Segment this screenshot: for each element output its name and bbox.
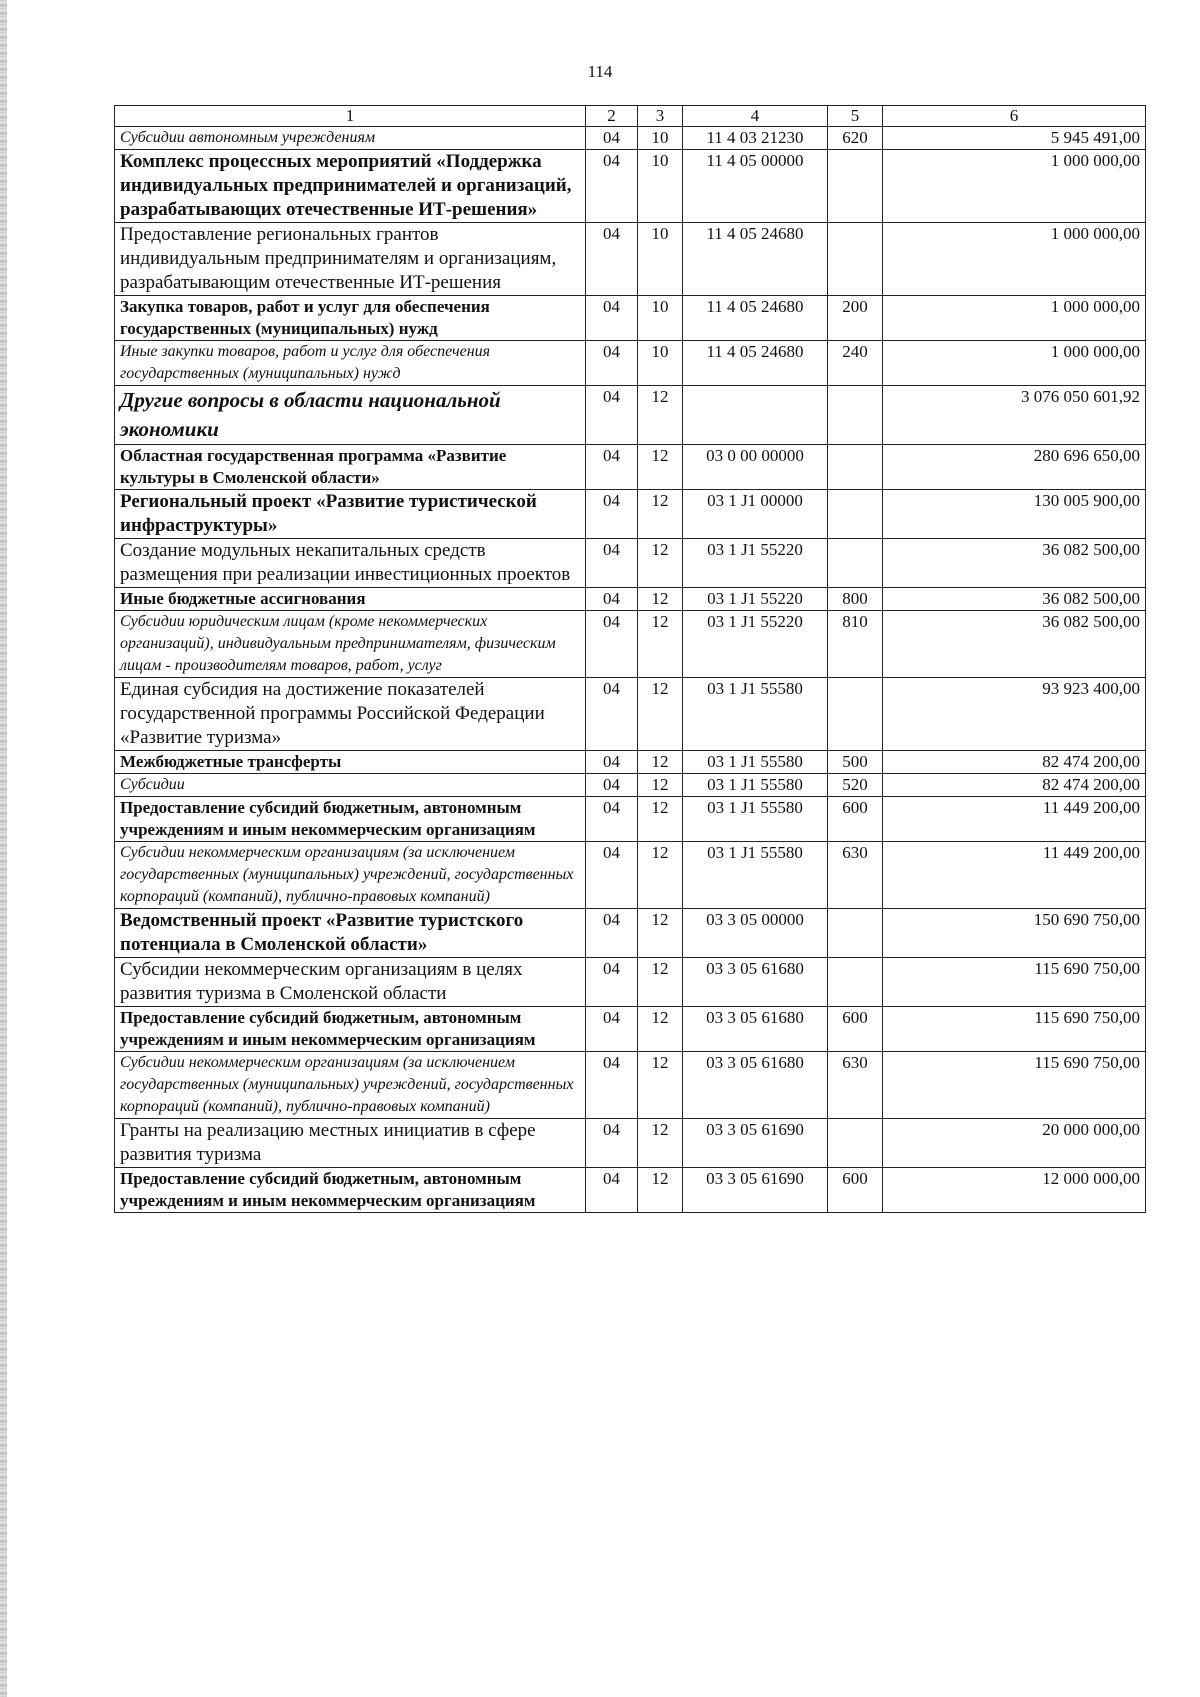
table-row	[115, 539, 1146, 588]
table-row	[115, 842, 1146, 909]
amount-cell: 82 474 200,00	[883, 751, 1146, 774]
target-article-cell: 03 1 J1 55220	[683, 539, 828, 588]
row-name-cell: Субсидии некоммерческим организациям (за исключением государственных (муниципальных) учреждений, государственных корпораций (компаний), публично-правовых компаний)	[115, 842, 586, 909]
row-name-cell: Иные закупки товаров, работ и услуг для обеспечения государственных (муниципальных) нужд	[115, 341, 586, 386]
expense-type-cell	[828, 909, 883, 958]
section-code-cell: 04	[586, 341, 638, 386]
row-name-cell: Создание модульных некапитальных средств размещения при реализации инвестиционных проектов	[115, 539, 586, 588]
header-cell-3: 3	[638, 106, 683, 127]
amount-cell: 115 690 750,00	[883, 1007, 1146, 1052]
amount-cell: 150 690 750,00	[883, 909, 1146, 958]
section-code-cell: 04	[586, 1168, 638, 1213]
table-row	[115, 490, 1146, 539]
table-row	[115, 1119, 1146, 1168]
expense-type-cell	[828, 223, 883, 296]
amount-cell: 20 000 000,00	[883, 1119, 1146, 1168]
amount-cell: 280 696 650,00	[883, 445, 1146, 490]
target-article-cell: 03 1 J1 55580	[683, 751, 828, 774]
subsection-code-cell: 12	[638, 751, 683, 774]
target-article-cell: 03 1 J1 55580	[683, 842, 828, 909]
table-row	[115, 386, 1146, 445]
table-row	[115, 1007, 1146, 1052]
row-name-cell: Ведомственный проект «Развитие туристского потенциала в Смоленской области»	[115, 909, 586, 958]
amount-cell: 3 076 050 601,92	[883, 386, 1146, 445]
expense-type-cell: 810	[828, 611, 883, 678]
section-code-cell: 04	[586, 842, 638, 909]
amount-cell: 93 923 400,00	[883, 678, 1146, 751]
subsection-code-cell: 10	[638, 127, 683, 150]
section-code-cell: 04	[586, 1119, 638, 1168]
amount-cell: 1 000 000,00	[883, 296, 1146, 341]
subsection-code-cell: 12	[638, 588, 683, 611]
table-row	[115, 678, 1146, 751]
section-code-cell: 04	[586, 296, 638, 341]
target-article-cell: 11 4 05 24680	[683, 296, 828, 341]
amount-cell: 1 000 000,00	[883, 341, 1146, 386]
section-code-cell: 04	[586, 797, 638, 842]
table-row	[115, 127, 1146, 150]
section-code-cell: 04	[586, 958, 638, 1007]
target-article-cell: 11 4 05 24680	[683, 341, 828, 386]
section-code-cell: 04	[586, 611, 638, 678]
table-row	[115, 1168, 1146, 1213]
table-row	[115, 1052, 1146, 1119]
row-name-cell: Субсидии юридическим лицам (кроме некоммерческих организаций), индивидуальным предпринимателям, физическим лицам - производителям товаров, работ, услуг	[115, 611, 586, 678]
target-article-cell: 11 4 05 24680	[683, 223, 828, 296]
row-name-cell: Предоставление региональных грантов индивидуальным предпринимателям и организациям, разрабатывающим отечественные ИТ-решения	[115, 223, 586, 296]
subsection-code-cell: 12	[638, 958, 683, 1007]
subsection-code-cell: 12	[638, 1168, 683, 1213]
subsection-code-cell: 10	[638, 296, 683, 341]
row-name-cell: Межбюджетные трансферты	[115, 751, 586, 774]
expense-type-cell	[828, 958, 883, 1007]
expense-type-cell: 630	[828, 1052, 883, 1119]
table-row	[115, 150, 1146, 223]
subsection-code-cell: 10	[638, 341, 683, 386]
target-article-cell: 03 3 05 00000	[683, 909, 828, 958]
table-row	[115, 341, 1146, 386]
section-code-cell: 04	[586, 223, 638, 296]
section-code-cell: 04	[586, 909, 638, 958]
subsection-code-cell: 12	[638, 1052, 683, 1119]
subsection-code-cell: 12	[638, 490, 683, 539]
amount-cell: 36 082 500,00	[883, 588, 1146, 611]
subsection-code-cell: 12	[638, 1007, 683, 1052]
section-code-cell: 04	[586, 588, 638, 611]
header-row	[115, 106, 1146, 127]
section-code-cell: 04	[586, 445, 638, 490]
table-row	[115, 588, 1146, 611]
subsection-code-cell: 12	[638, 539, 683, 588]
target-article-cell: 03 3 05 61680	[683, 1052, 828, 1119]
target-article-cell: 11 4 03 21230	[683, 127, 828, 150]
expense-type-cell	[828, 678, 883, 751]
amount-cell: 115 690 750,00	[883, 958, 1146, 1007]
amount-cell: 36 082 500,00	[883, 539, 1146, 588]
section-code-cell: 04	[586, 1007, 638, 1052]
row-name-cell: Областная государственная программа «Развитие культуры в Смоленской области»	[115, 445, 586, 490]
amount-cell: 1 000 000,00	[883, 150, 1146, 223]
expense-type-cell: 800	[828, 588, 883, 611]
subsection-code-cell: 12	[638, 678, 683, 751]
row-name-cell: Субсидии некоммерческим организациям в целях развития туризма в Смоленской области	[115, 958, 586, 1007]
row-name-cell: Субсидии автономным учреждениям	[115, 127, 586, 150]
expense-type-cell	[828, 490, 883, 539]
section-code-cell: 04	[586, 150, 638, 223]
subsection-code-cell: 12	[638, 445, 683, 490]
section-code-cell: 04	[586, 386, 638, 445]
scan-edge	[0, 0, 7, 1697]
target-article-cell: 03 1 J1 55580	[683, 797, 828, 842]
subsection-code-cell: 12	[638, 797, 683, 842]
table-row	[115, 958, 1146, 1007]
row-name-cell: Предоставление субсидий бюджетным, автономным учреждениям и иным некоммерческим организациям	[115, 797, 586, 842]
header-cell-6: 6	[883, 106, 1146, 127]
header-cell-4: 4	[683, 106, 828, 127]
target-article-cell: 03 1 J1 55220	[683, 611, 828, 678]
expense-type-cell	[828, 386, 883, 445]
amount-cell: 1 000 000,00	[883, 223, 1146, 296]
expense-type-cell: 200	[828, 296, 883, 341]
row-name-cell: Субсидии некоммерческим организациям (за исключением государственных (муниципальных) учреждений, государственных корпораций (компаний), публично-правовых компаний)	[115, 1052, 586, 1119]
row-name-cell: Иные бюджетные ассигнования	[115, 588, 586, 611]
target-article-cell: 03 1 J1 55580	[683, 678, 828, 751]
subsection-code-cell: 12	[638, 386, 683, 445]
target-article-cell: 03 1 J1 55220	[683, 588, 828, 611]
section-code-cell: 04	[586, 490, 638, 539]
row-name-cell: Другие вопросы в области национальной экономики	[115, 386, 586, 445]
subsection-code-cell: 12	[638, 909, 683, 958]
target-article-cell: 03 3 05 61690	[683, 1119, 828, 1168]
section-code-cell: 04	[586, 678, 638, 751]
budget-table	[114, 105, 1146, 1213]
expense-type-cell: 240	[828, 341, 883, 386]
target-article-cell: 03 3 05 61680	[683, 958, 828, 1007]
amount-cell: 115 690 750,00	[883, 1052, 1146, 1119]
subsection-code-cell: 12	[638, 774, 683, 797]
row-name-cell: Региональный проект «Развитие туристической инфраструктуры»	[115, 490, 586, 539]
budget-table-body	[115, 106, 1146, 1213]
row-name-cell: Субсидии	[115, 774, 586, 797]
expense-type-cell: 600	[828, 1168, 883, 1213]
target-article-cell: 11 4 05 00000	[683, 150, 828, 223]
table-row	[115, 909, 1146, 958]
expense-type-cell: 520	[828, 774, 883, 797]
section-code-cell: 04	[586, 1052, 638, 1119]
section-code-cell: 04	[586, 127, 638, 150]
target-article-cell: 03 0 00 00000	[683, 445, 828, 490]
subsection-code-cell: 12	[638, 611, 683, 678]
target-article-cell	[683, 386, 828, 445]
amount-cell: 11 449 200,00	[883, 842, 1146, 909]
table-row	[115, 611, 1146, 678]
amount-cell: 82 474 200,00	[883, 774, 1146, 797]
amount-cell: 11 449 200,00	[883, 797, 1146, 842]
expense-type-cell: 630	[828, 842, 883, 909]
amount-cell: 36 082 500,00	[883, 611, 1146, 678]
amount-cell: 5 945 491,00	[883, 127, 1146, 150]
amount-cell: 12 000 000,00	[883, 1168, 1146, 1213]
target-article-cell: 03 3 05 61690	[683, 1168, 828, 1213]
expense-type-cell: 600	[828, 1007, 883, 1052]
section-code-cell: 04	[586, 539, 638, 588]
row-name-cell: Закупка товаров, работ и услуг для обеспечения государственных (муниципальных) нужд	[115, 296, 586, 341]
expense-type-cell	[828, 539, 883, 588]
expense-type-cell: 500	[828, 751, 883, 774]
page-number: 114	[587, 62, 613, 81]
header-cell-2: 2	[586, 106, 638, 127]
table-row	[115, 797, 1146, 842]
expense-type-cell: 600	[828, 797, 883, 842]
target-article-cell: 03 1 J1 00000	[683, 490, 828, 539]
table-row	[115, 445, 1146, 490]
table-row	[115, 774, 1146, 797]
row-name-cell: Предоставление субсидий бюджетным, автономным учреждениям и иным некоммерческим организациям	[115, 1168, 586, 1213]
expense-type-cell	[828, 445, 883, 490]
table-row	[115, 751, 1146, 774]
table-row	[115, 296, 1146, 341]
subsection-code-cell: 10	[638, 223, 683, 296]
header-cell-1: 1	[115, 106, 586, 127]
subsection-code-cell: 10	[638, 150, 683, 223]
row-name-cell: Предоставление субсидий бюджетным, автономным учреждениям и иным некоммерческим организациям	[115, 1007, 586, 1052]
target-article-cell: 03 1 J1 55580	[683, 774, 828, 797]
target-article-cell: 03 3 05 61680	[683, 1007, 828, 1052]
row-name-cell: Единая субсидия на достижение показателей государственной программы Российской Федерации «Развитие туризма»	[115, 678, 586, 751]
subsection-code-cell: 12	[638, 842, 683, 909]
table-row	[115, 223, 1146, 296]
row-name-cell: Комплекс процессных мероприятий «Поддержка индивидуальных предпринимателей и организаций, разрабатывающих отечественные ИТ-решения»	[115, 150, 586, 223]
amount-cell: 130 005 900,00	[883, 490, 1146, 539]
subsection-code-cell: 12	[638, 1119, 683, 1168]
expense-type-cell: 620	[828, 127, 883, 150]
section-code-cell: 04	[586, 774, 638, 797]
expense-type-cell	[828, 1119, 883, 1168]
row-name-cell: Гранты на реализацию местных инициатив в сфере развития туризма	[115, 1119, 586, 1168]
expense-type-cell	[828, 150, 883, 223]
header-cell-5: 5	[828, 106, 883, 127]
section-code-cell: 04	[586, 751, 638, 774]
